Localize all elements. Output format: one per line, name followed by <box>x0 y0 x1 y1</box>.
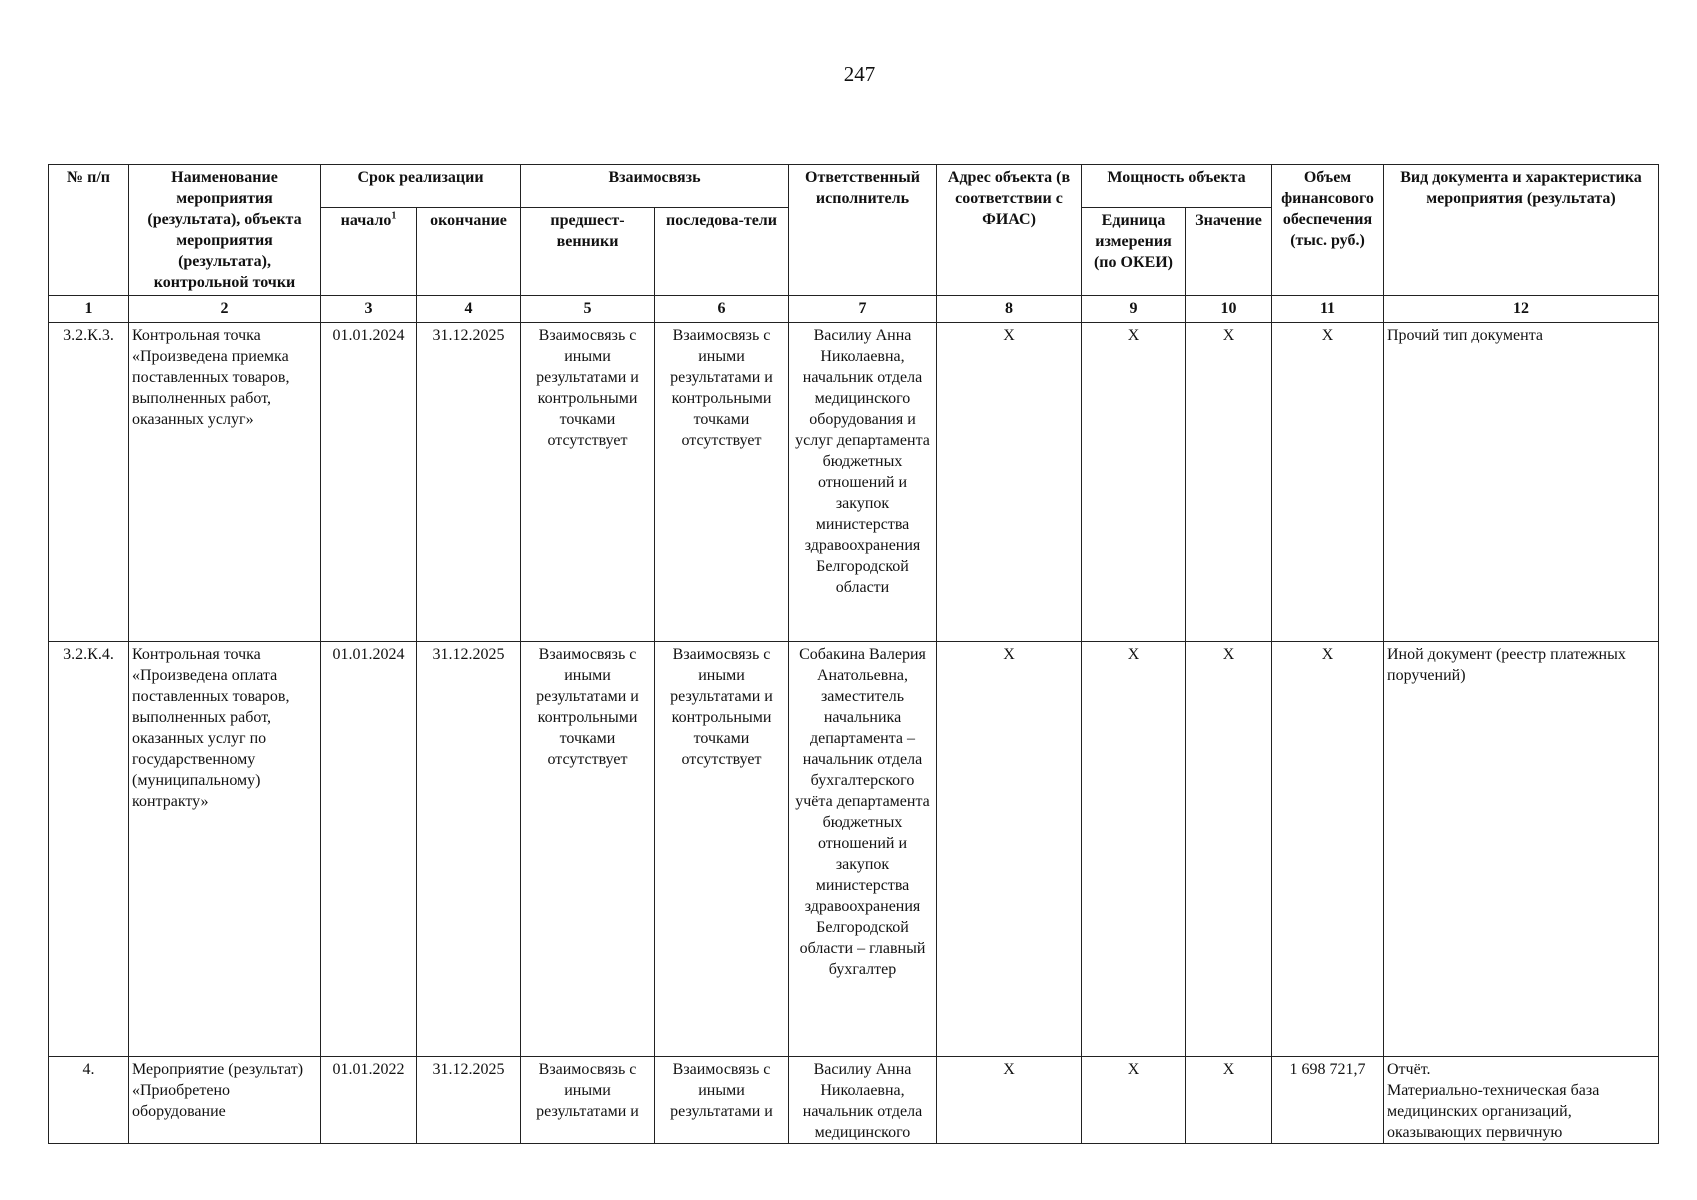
row-doc-description: Материально-техническая база медицинских организаций, оказывающих первичную <box>1387 1082 1600 1141</box>
header-capacity-unit: Единица измерения (по ОКЕИ) <box>1082 208 1186 296</box>
header-name: Наименование мероприятия (результата), объекта мероприятия (результата), контрольной точки <box>129 165 321 296</box>
header-responsible: Ответственный исполнитель <box>789 165 937 296</box>
header-relation: Взаимосвязь <box>521 165 789 208</box>
header-doc-type: Вид документа и характеристика мероприятия (результата) <box>1384 165 1659 296</box>
row-predecessors: Взаимосвязь с иными результатами и <box>521 1057 655 1144</box>
row-address: X <box>937 642 1082 1057</box>
header-finance: Объем финансового обеспечения (тыс. руб.) <box>1272 165 1384 296</box>
row-responsible: Василиу Анна Николаевна, начальник отдела медицинского <box>789 1057 937 1144</box>
row-name: Контрольная точка «Произведена оплата поставленных товаров, выполненных работ, оказанных услуг по государственному (муниципальному) контракту» <box>129 642 321 1057</box>
row-address: X <box>937 1057 1082 1144</box>
footnote-mark: 1 <box>391 210 397 222</box>
column-number: 5 <box>521 296 655 323</box>
column-number: 1 <box>49 296 129 323</box>
row-start-date: 01.01.2024 <box>321 323 417 642</box>
row-doc-type <box>1384 1057 1659 1144</box>
row-finance: 1 698 721,7 <box>1272 1057 1384 1144</box>
header-relation-prev: предшест-венники <box>521 208 655 296</box>
column-number: 4 <box>417 296 521 323</box>
row-unit: X <box>1082 642 1186 1057</box>
row-end-date: 31.12.2025 <box>417 642 521 1057</box>
header-period-end: окончание <box>417 208 521 296</box>
row-doc-type: Иной документ (реестр платежных поручений) <box>1384 642 1659 1057</box>
header-period: Срок реализации <box>321 165 521 208</box>
column-number: 11 <box>1272 296 1384 323</box>
header-capacity-value: Значение <box>1186 208 1272 296</box>
row-unit: X <box>1082 323 1186 642</box>
row-responsible: Собакина Валерия Анатольевна, заместитель начальника департамента – начальник отдела бухгалтерского учёта департамента бюджетных отношений и закупок министерства здравоохранения Белгородской области – главный бухгалтер <box>789 642 937 1057</box>
header-address: Адрес объекта (в соответствии с ФИАС) <box>937 165 1082 296</box>
implementation-plan-table <box>48 164 1659 1144</box>
row-successors: Взаимосвязь с иными результатами и контрольными точками отсутствует <box>655 323 789 642</box>
row-num: 4. <box>49 1057 129 1144</box>
column-number: 10 <box>1186 296 1272 323</box>
row-name: Мероприятие (результат) «Приобретено оборудование <box>129 1057 321 1144</box>
header-period-start: начало$^1$ <box>321 208 417 296</box>
row-value: X <box>1186 323 1272 642</box>
column-number: 2 <box>129 296 321 323</box>
row-start-date: 01.01.2022 <box>321 1057 417 1144</box>
header-capacity: Мощность объекта <box>1082 165 1272 208</box>
row-finance: X <box>1272 642 1384 1057</box>
row-value: X <box>1186 642 1272 1057</box>
table-row <box>49 323 1659 642</box>
row-end-date: 31.12.2025 <box>417 1057 521 1144</box>
row-doc-type: Прочий тип документа <box>1384 323 1659 642</box>
row-name: Контрольная точка «Произведена приемка поставленных товаров, выполненных работ, оказанных услуг» <box>129 323 321 642</box>
page-number: 247 <box>843 62 876 86</box>
row-unit: X <box>1082 1057 1186 1144</box>
row-end-date: 31.12.2025 <box>417 323 521 642</box>
row-doc-title: Отчёт. <box>1387 1061 1431 1078</box>
column-number: 6 <box>655 296 789 323</box>
table-row <box>49 1057 1659 1144</box>
column-number: 9 <box>1082 296 1186 323</box>
row-value: X <box>1186 1057 1272 1144</box>
row-num: 3.2.К.4. <box>49 642 129 1057</box>
table-row <box>49 642 1659 1057</box>
row-successors: Взаимосвязь с иными результатами и контрольными точками отсутствует <box>655 642 789 1057</box>
row-predecessors: Взаимосвязь с иными результатами и контрольными точками отсутствует <box>521 323 655 642</box>
row-predecessors: Взаимосвязь с иными результатами и контрольными точками отсутствует <box>521 642 655 1057</box>
header-relation-next: последова-тели <box>655 208 789 296</box>
row-finance: X <box>1272 323 1384 642</box>
row-address: X <box>937 323 1082 642</box>
row-num: 3.2.К.3. <box>49 323 129 642</box>
row-start-date: 01.01.2024 <box>321 642 417 1057</box>
column-number: 7 <box>789 296 937 323</box>
row-successors: Взаимосвязь с иными результатами и <box>655 1057 789 1144</box>
column-number: 3 <box>321 296 417 323</box>
row-responsible: Василиу Анна Николаевна, начальник отдела медицинского оборудования и услуг департамента бюджетных отношений и закупок министерства здравоохранения Белгородской области <box>789 323 937 642</box>
header-num: № п/п <box>49 165 129 296</box>
column-number: 12 <box>1384 296 1659 323</box>
column-number: 8 <box>937 296 1082 323</box>
